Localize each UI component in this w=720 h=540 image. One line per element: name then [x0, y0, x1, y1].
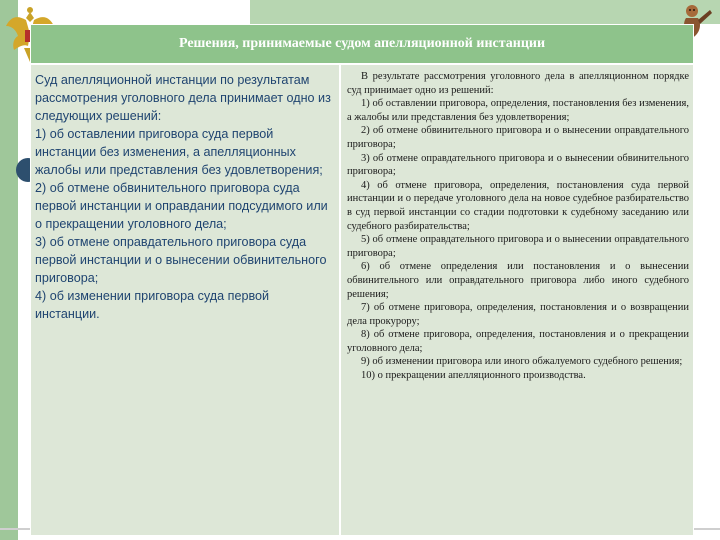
right-paragraph: 8) об отмене приговора, определения, постановления и о прекращении уголовного дела; — [347, 329, 689, 354]
right-paragraph: 9) об изменении приговора или иного обжалуемого судебного решения; — [361, 356, 683, 368]
left-paragraph: 4) об изменении приговора суда первой инстанции. — [35, 289, 270, 321]
left-column — [31, 65, 341, 535]
left-paragraph: 1) об оставлении приговора суда первой инстанции без изменения, а апелляционных жалобы или представления без удовлетворения; — [35, 127, 323, 177]
right-paragraph: 2) об отмене обвинительного приговора и о вынесении оправдательного приговора; — [347, 125, 689, 150]
right-paragraph: 10) о прекращении апелляционного производства. — [361, 370, 586, 382]
right-paragraph: 4) об отмене приговора, определения, постановления суда первой инстанции и о передаче уголовного дела на новое судебное разбирательство в суд первой инстанции со стадии подготовки к судебному заседанию или судебного разбирательства; — [347, 179, 689, 232]
right-paragraph: 5) об отмене оправдательного приговора и о вынесении оправдательного приговора; — [347, 234, 689, 259]
left-paragraph: Суд апелляционной инстанции по результатам рассмотрения уголовного дела принимает одно из следующих решений: — [35, 73, 331, 123]
left-paragraph: 2) об отмене обвинительного приговора суда первой инстанции и оправдании подсудимого или о прекращении уголовного дела; — [35, 181, 328, 231]
top-decorative-band — [250, 0, 720, 24]
right-paragraph: 6) об отмене определения или постановления и о вынесении обвинительного или оправдательного приговора либо иного судебного решения; — [347, 261, 689, 300]
table-header: Решения, принимаемые судом апелляционной инстанции — [31, 25, 693, 65]
right-column — [343, 65, 693, 535]
left-paragraph: 3) об отмене оправдательного приговора суда первой инстанции и о вынесении обвинительного приговора; — [35, 235, 327, 285]
comparison-table — [30, 24, 694, 536]
left-decorative-band — [0, 0, 18, 540]
right-paragraph: 7) об отмене приговора, определения, постановления и о возвращении дела прокурору; — [347, 302, 689, 327]
right-paragraph: В результате рассмотрения уголовного дела в апелляционном порядке суд принимает одно из решений: — [347, 71, 689, 96]
right-paragraph: 1) об оставлении приговора, определения, постановления без изменения, а жалобы или представления без удовлетворения; — [347, 98, 689, 123]
right-paragraph: 3) об отмене оправдательного приговора и о вынесении обвинительного приговора; — [347, 152, 689, 178]
